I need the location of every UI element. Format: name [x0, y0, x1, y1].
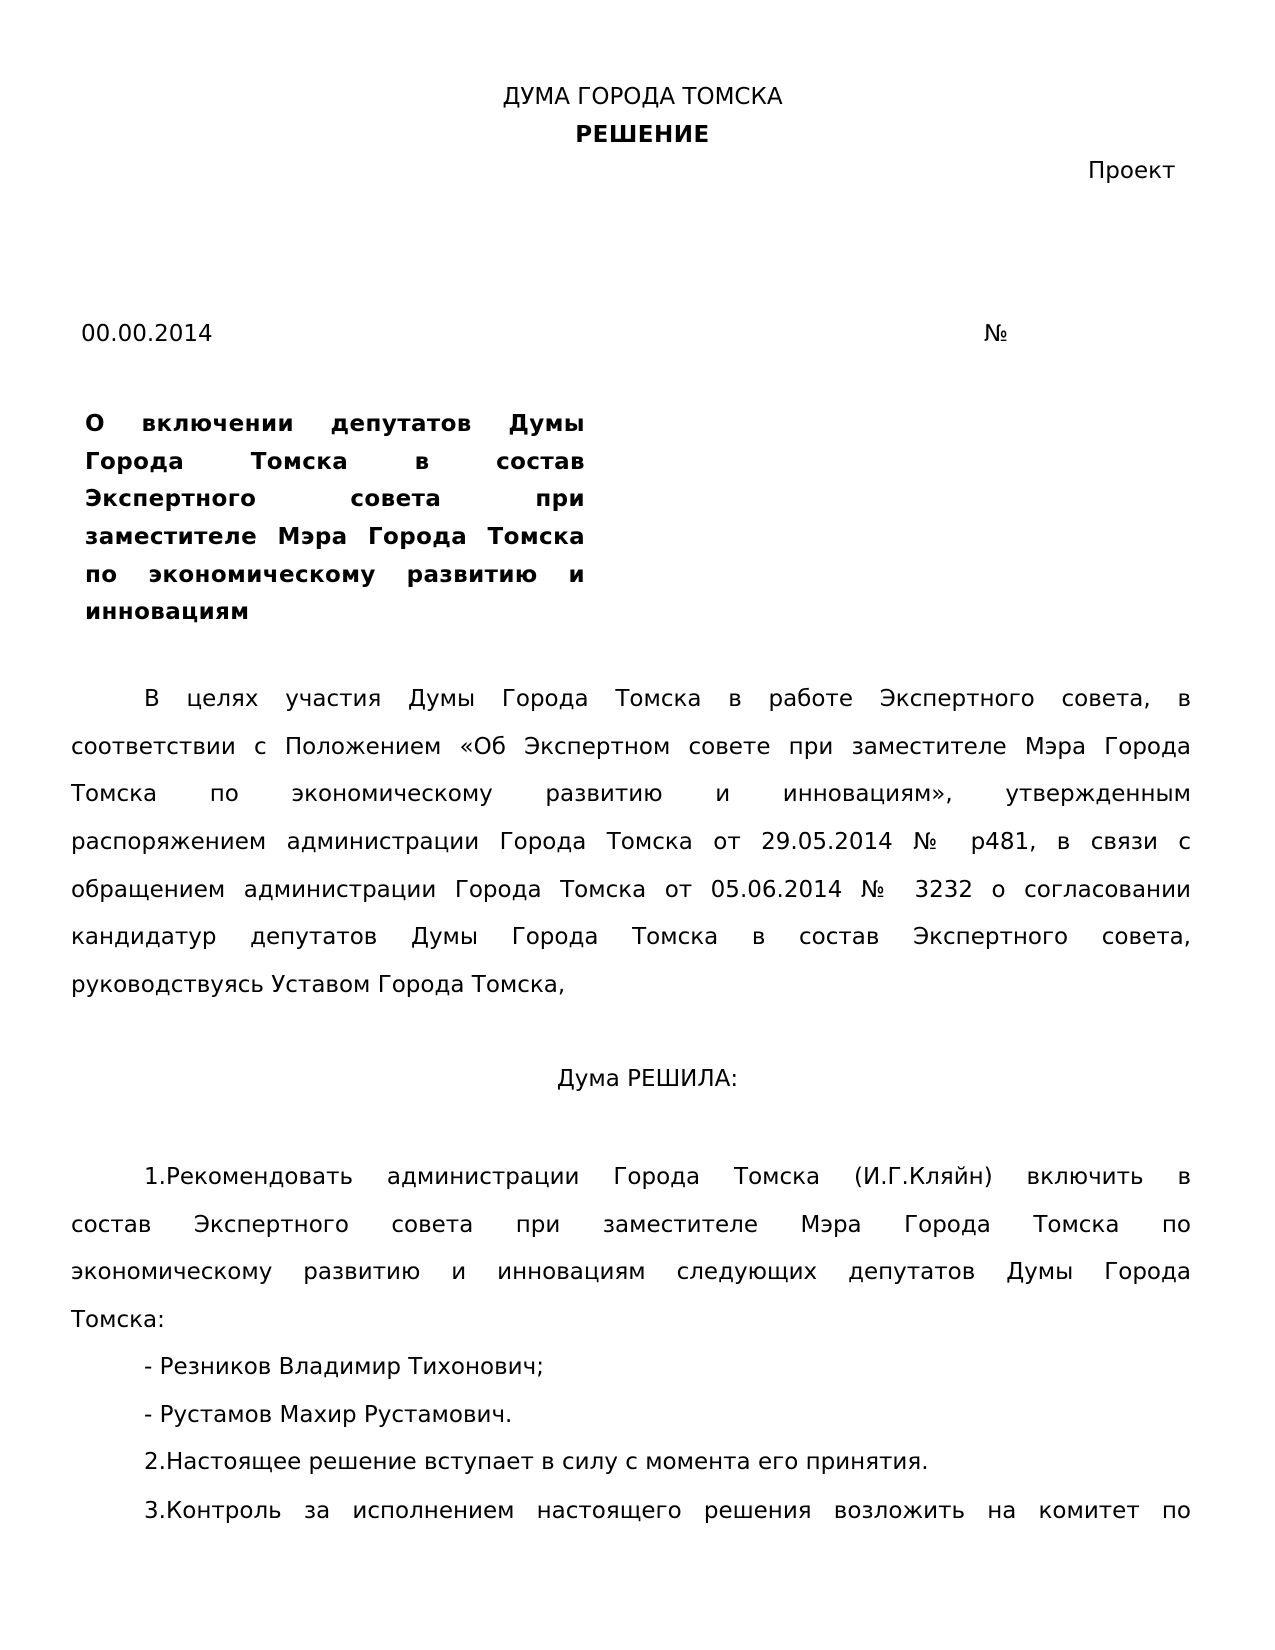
- item-3-paragraph: [71, 1488, 1191, 1536]
- subject-line: заместителе Мэра Города Томска: [85, 524, 585, 551]
- paragraph-line: Томска:: [71, 1307, 165, 1334]
- list-item: - Резников Владимир Тихонович;: [144, 1354, 544, 1380]
- document-subject: [85, 406, 585, 632]
- draft-label: Проект: [1088, 158, 1176, 184]
- paragraph-line: В целях участия Думы Города Томска в работе Экспертного совета, в: [144, 686, 1191, 712]
- paragraph-line: экономическому развитию и инновациям следующих депутатов Думы Города: [71, 1259, 1191, 1286]
- paragraph-line: обращением администрации Города Томска от 05.06.2014 № 3232 о согласовании: [71, 876, 1191, 903]
- item-2-paragraph: 2.Настоящее решение вступает в силу с момента его принятия.: [144, 1449, 929, 1476]
- paragraph-line: 1.Рекомендовать администрации Города Томска (И.Г.Кляйн) включить в: [144, 1164, 1191, 1190]
- paragraph-line: кандидатур депутатов Думы Города Томска в состав Экспертного совета,: [71, 924, 1191, 951]
- deputies-list: [71, 1344, 1191, 1487]
- organization-name: ДУМА ГОРОДА ТОМСКА: [502, 84, 783, 110]
- paragraph-line: 3.Контроль за исполнением настоящего решения возложить на комитет по: [144, 1498, 1191, 1524]
- subject-line: инновациям: [85, 599, 250, 626]
- list-item: - Рустамов Махир Рустамович.: [144, 1401, 513, 1428]
- document-title: РЕШЕНИЕ: [575, 122, 710, 148]
- preamble-paragraph: [71, 676, 1191, 1010]
- document-date: 00.00.2014: [81, 321, 213, 347]
- resolved-heading: Дума РЕШИЛА:: [556, 1066, 739, 1092]
- paragraph-line: состав Экспертного совета при заместителе Мэра Города Томска по: [71, 1211, 1191, 1238]
- paragraph-line: Томска по экономическому развитию и инновациям», утвержденным: [71, 781, 1191, 808]
- document-number: №: [984, 321, 1008, 347]
- subject-line: Экспертного совета при: [85, 486, 585, 513]
- subject-line: Города Томска в состав: [85, 448, 585, 475]
- subject-line: по экономическому развитию и: [85, 561, 585, 588]
- paragraph-line: распоряжением администрации Города Томска от 29.05.2014 № р481, в связи с: [71, 829, 1191, 856]
- subject-line: О включении депутатов Думы: [85, 411, 585, 437]
- item-1-paragraph: [71, 1154, 1191, 1345]
- paragraph-line: соответствии с Положением «Об Экспертном совете при заместителе Мэра Города: [71, 733, 1191, 760]
- paragraph-line: руководствуясь Уставом Города Томска,: [71, 972, 566, 999]
